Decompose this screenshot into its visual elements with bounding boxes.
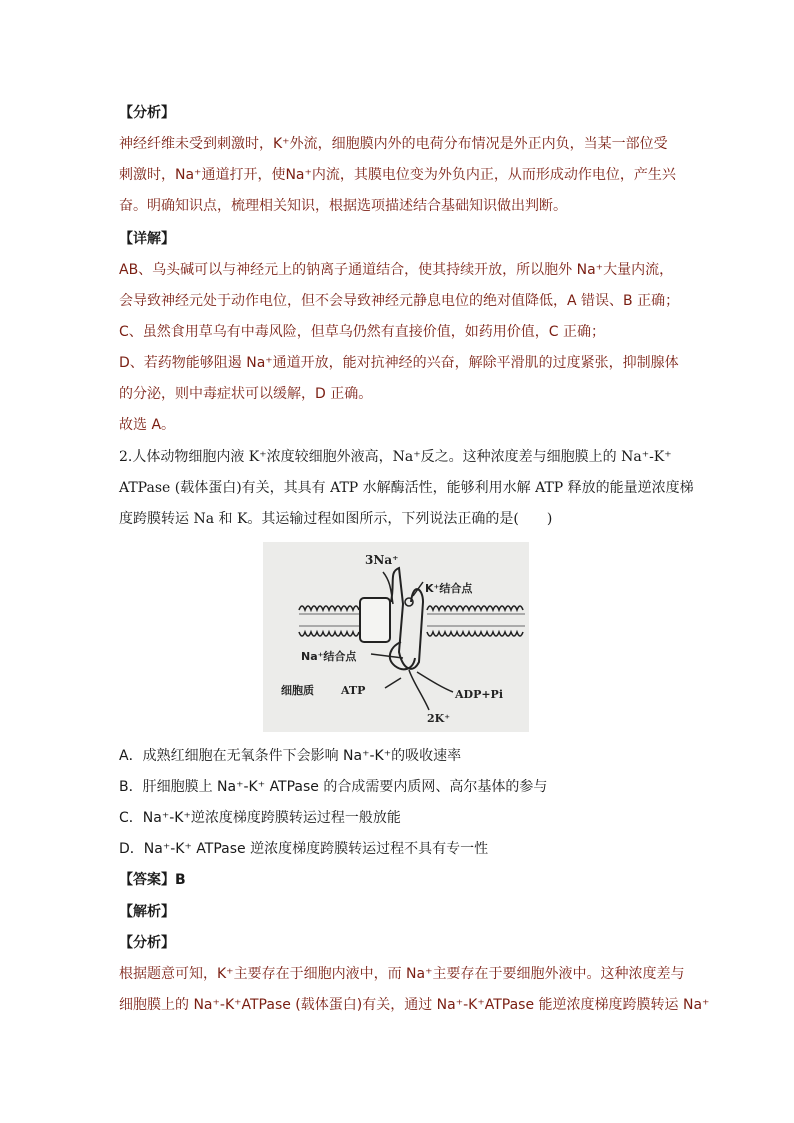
detail-line-4: D、若药物能够阻遏 Na⁺通道开放，能对抗神经的兴奋，解除平滑肌的过度紧张，抑制腺体 — [119, 355, 679, 371]
analysis-line-1: 神经纤维未受到刺激时，K⁺外流，细胞膜内外的电荷分布情况是外正内负，当某一部位受 — [119, 136, 668, 152]
label-na-site: Na⁺结合点 — [301, 650, 357, 663]
analysis2-heading: 【分析】 — [119, 935, 175, 951]
pump-diagram — [263, 542, 529, 732]
jiexi-heading: 【解析】 — [119, 904, 175, 920]
option-c: C．Na⁺-K⁺逆浓度梯度跨膜转运过程一般放能 — [119, 810, 401, 826]
label-2k: 2K⁺ — [427, 712, 451, 725]
label-3na: 3Na⁺ — [365, 553, 399, 567]
analysis-line-2: 刺激时，Na⁺通道打开，使Na⁺内流，其膜电位变为外负内正，从而形成动作电位，产生兴 — [119, 167, 676, 183]
analysis2-line-2: 细胞膜上的 Na⁺-K⁺ATPase (载体蛋白)有关，通过 Na⁺-K⁺ATPase 能逆浓度梯度跨膜转运 Na⁺ — [119, 997, 710, 1013]
option-a: A．成熟红细胞在无氧条件下会影响 Na⁺-K⁺的吸收速率 — [119, 748, 462, 764]
detail-heading: 【详解】 — [119, 231, 175, 247]
option-d: D．Na⁺-K⁺ ATPase 逆浓度梯度跨膜转运过程不具有专一性 — [119, 841, 489, 857]
answer-heading: 【答案】B — [119, 872, 186, 888]
label-cytoplasm: 细胞质 — [281, 684, 314, 697]
question-line-1: 2.人体动物细胞内液 K⁺浓度较细胞外液高，Na⁺反之。这种浓度差与细胞膜上的 Na⁺-K⁺ — [119, 449, 672, 465]
detail-line-2: 会导致神经元处于动作电位，但不会导致神经元静息电位的绝对值降低，A 错误、B 正确； — [119, 293, 680, 309]
analysis-heading: 【分析】 — [119, 105, 175, 121]
question-line-3: 度跨膜转运 Na 和 K。其运输过程如图所示，下列说法正确的是( ) — [119, 511, 553, 527]
detail-line-1: AB、乌头碱可以与神经元上的钠离子通道结合，使其持续开放，所以胞外 Na⁺大量内流， — [119, 262, 674, 278]
analysis2-line-1: 根据题意可知，K⁺主要存在于细胞内液中，而 Na⁺主要存在于要细胞外液中。这种浓度差与 — [119, 966, 685, 982]
detail-line-3: C、虽然食用草乌有中毒风险，但草乌仍然有直接价值，如药用价值，C 正确； — [119, 324, 605, 340]
option-b: B．肝细胞膜上 Na⁺-K⁺ ATPase 的合成需要内质网、高尔基体的参与 — [119, 779, 548, 795]
sodium-potassium-pump-figure — [263, 542, 529, 732]
question-line-2: ATPase (载体蛋白)有关，其具有 ATP 水解酶活性，能够利用水解 ATP 释放的能量逆浓度梯 — [119, 480, 694, 496]
label-adp: ADP+Pi — [455, 688, 504, 701]
label-atp: ATP — [341, 684, 366, 697]
analysis-line-3: 奋。明确知识点，梳理相关知识，根据选项描述结合基础知识做出判断。 — [119, 198, 567, 214]
choose-answer: 故选 A。 — [119, 417, 176, 433]
protein-block — [360, 598, 390, 642]
label-k-site: K⁺结合点 — [425, 582, 473, 595]
detail-line-5: 的分泌，则中毒症状可以缓解，D 正确。 — [119, 386, 373, 402]
